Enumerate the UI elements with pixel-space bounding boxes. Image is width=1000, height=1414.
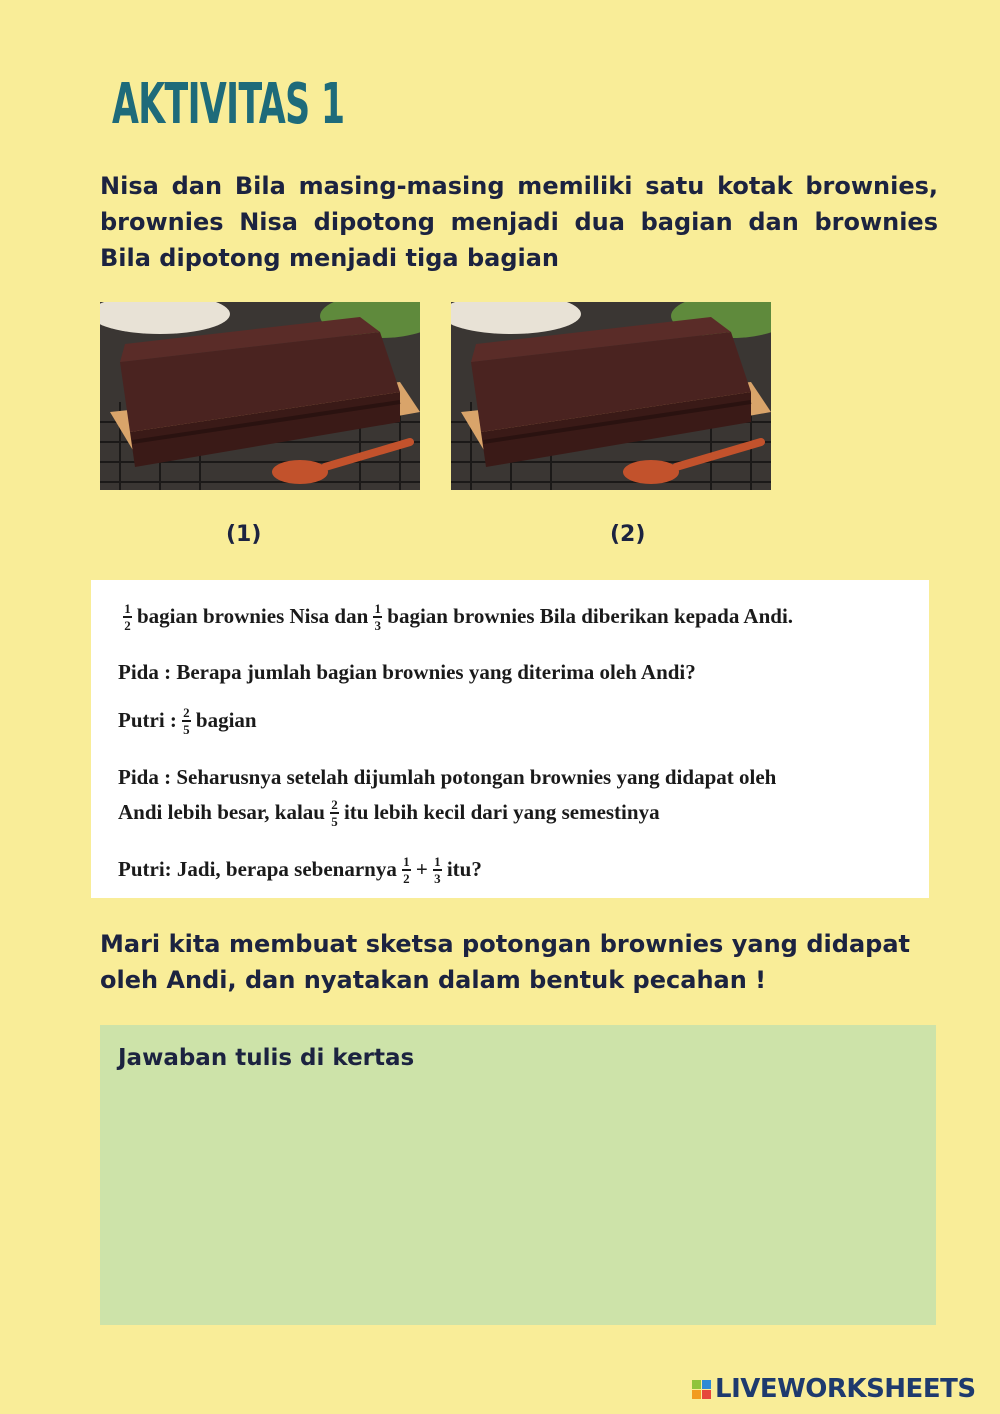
fraction: $\frac{1}{3}$ <box>374 601 382 633</box>
dialog-box <box>91 580 929 898</box>
dialog-text: bagian brownies Nisa dan <box>137 604 369 629</box>
liveworksheets-logo-icon <box>692 1380 711 1399</box>
fraction: $\frac{2}{5}$ <box>331 797 338 829</box>
dialog-text: itu? <box>446 857 482 882</box>
image-caption-2: (2) <box>610 522 646 547</box>
fraction: $\frac{1}{2}$ <box>403 854 410 886</box>
dialog-line-1 <box>118 602 793 632</box>
brownies-photo-icon <box>100 302 420 490</box>
dialog-text: itu lebih kecil dari yang semestinya <box>343 800 660 825</box>
image-caption-1: (1) <box>226 522 262 547</box>
fraction: $\frac{2}{5}$ <box>183 705 190 737</box>
instruction-prompt: Mari kita membuat sketsa potongan brownies yang didapat oleh Andi, dan nyatakan dalam bentuk pecahan ! <box>100 930 910 994</box>
speaker-label: Putri : <box>118 708 177 733</box>
answer-placeholder: Jawaban tulis di kertas <box>118 1045 415 1071</box>
brownies-photo-2 <box>451 302 771 490</box>
brownies-photo-icon <box>451 302 771 490</box>
brownies-photo-1 <box>100 302 420 490</box>
dialog-line-4: Pida : Seharusnya setelah dijumlah potongan brownies yang didapat oleh <box>118 765 777 789</box>
liveworksheets-brand <box>692 1374 976 1404</box>
dialog-text: bagian <box>195 708 257 733</box>
intro-paragraph: Nisa dan Bila masing-masing memiliki satu kotak brownies, brownies Nisa dipotong menjadi dua bagian dan brownies Bila dipotong menjadi tiga bagian <box>100 172 938 272</box>
answer-box[interactable] <box>100 1025 936 1325</box>
page-title: AKTIVITAS 1 <box>112 72 345 137</box>
dialog-line-5 <box>118 798 660 828</box>
dialog-text: Putri: Jadi, berapa sebenarnya <box>118 857 397 882</box>
dialog-text: bagian brownies Bila diberikan kepada Andi. <box>387 604 794 629</box>
plus-sign: + <box>415 857 428 882</box>
dialog-line-3 <box>118 706 257 736</box>
fraction: $\frac{1}{3}$ <box>434 854 441 886</box>
fraction: $\frac{1}{2}$ <box>124 601 131 633</box>
dialog-text: Andi lebih besar, kalau <box>118 800 325 825</box>
brand-text: LIVEWORKSHEETS <box>715 1374 976 1404</box>
dialog-line-6 <box>118 855 482 885</box>
dialog-line-2: Pida : Berapa jumlah bagian brownies yang diterima oleh Andi? <box>118 660 696 684</box>
